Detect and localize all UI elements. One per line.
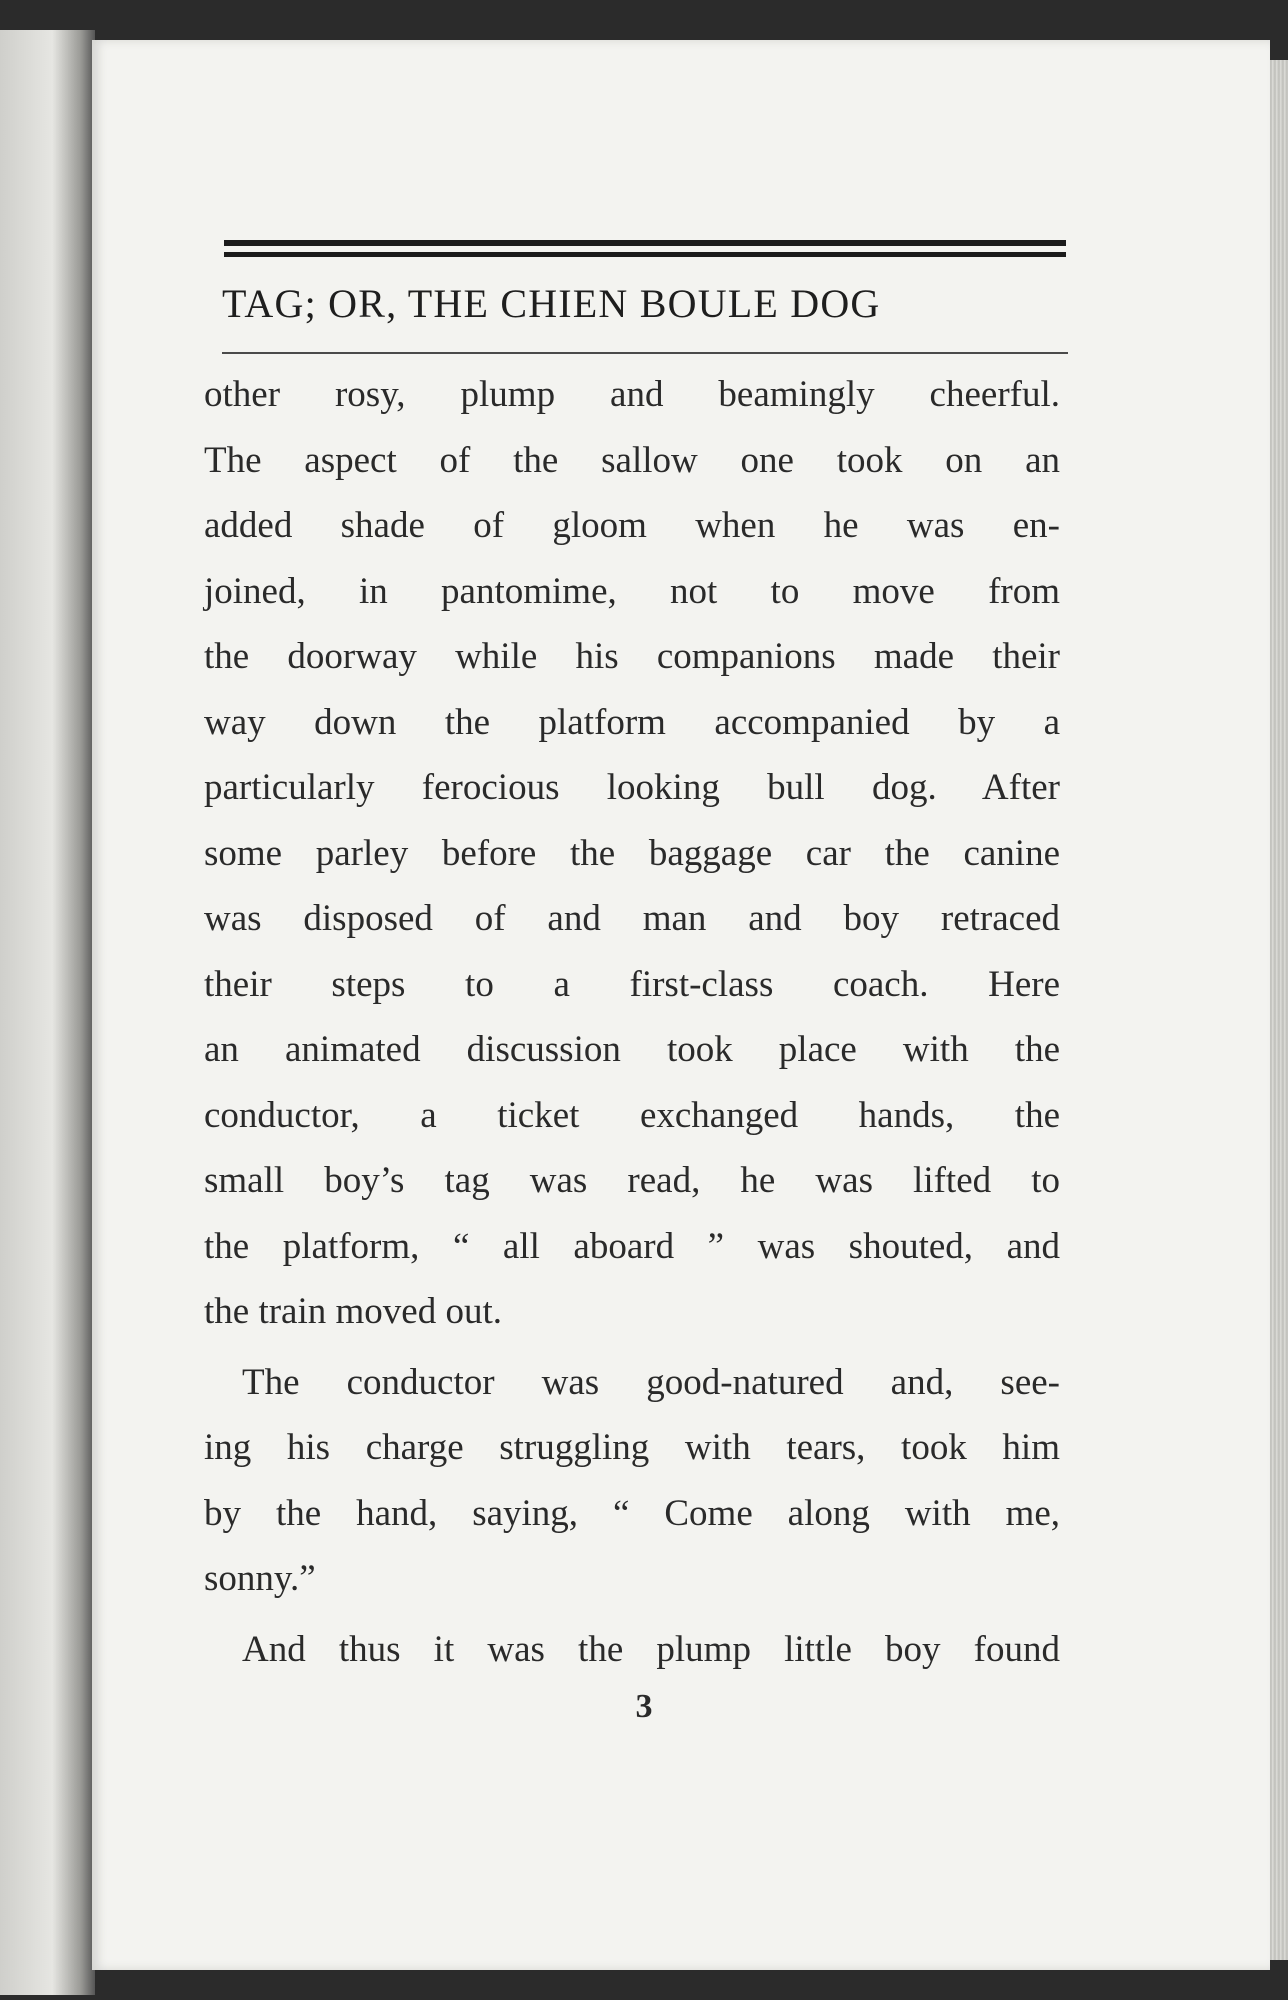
text-line: by the hand, saying, “ Come along with me, — [204, 1492, 1060, 1534]
text-line: their steps to a first-class coach. Here — [204, 963, 1060, 1005]
text-line: was disposed of and man and boy retraced — [204, 898, 1060, 939]
text-line: the platform, “ all aboard ” was shouted, and — [204, 1225, 1060, 1267]
text-line: The conductor was good-natured and, see- — [242, 1361, 1060, 1403]
text-line: conductor, a ticket exchanged hands, the — [204, 1094, 1060, 1136]
running-head: TAG; OR, THE CHIEN BOULE DOG — [222, 281, 881, 326]
text-line: other rosy, plump and beamingly cheerful. — [204, 374, 1060, 415]
text-line: the doorway while his companions made their — [204, 636, 1060, 677]
text-line: the train moved out. — [204, 1291, 502, 1332]
header-rule-top — [224, 240, 1066, 246]
text-line: added shade of gloom when he was en- — [204, 505, 1060, 546]
text-line: particularly ferocious looking bull dog. After — [204, 767, 1060, 808]
text-line: way down the platform accompanied by a — [204, 701, 1060, 743]
text-line: ing his charge struggling with tears, took him — [204, 1427, 1060, 1468]
text-line: The aspect of the sallow one took on an — [204, 439, 1060, 481]
text-line: an animated discussion took place with the — [204, 1029, 1060, 1070]
text-line: And thus it was the plump little boy found — [242, 1628, 1060, 1670]
header-double-rule — [224, 240, 1066, 257]
header-rule-bottom — [222, 352, 1068, 354]
text-line: sonny.” — [204, 1558, 316, 1599]
text-line: some parley before the baggage car the canine — [204, 832, 1060, 874]
page-number: 3 — [635, 1688, 653, 1725]
text-line: small boy’s tag was read, he was lifted to — [204, 1160, 1060, 1201]
text-line: joined, in pantomime, not to move from — [204, 570, 1060, 612]
body-text — [204, 362, 1060, 1682]
header-rule-second — [224, 252, 1066, 257]
